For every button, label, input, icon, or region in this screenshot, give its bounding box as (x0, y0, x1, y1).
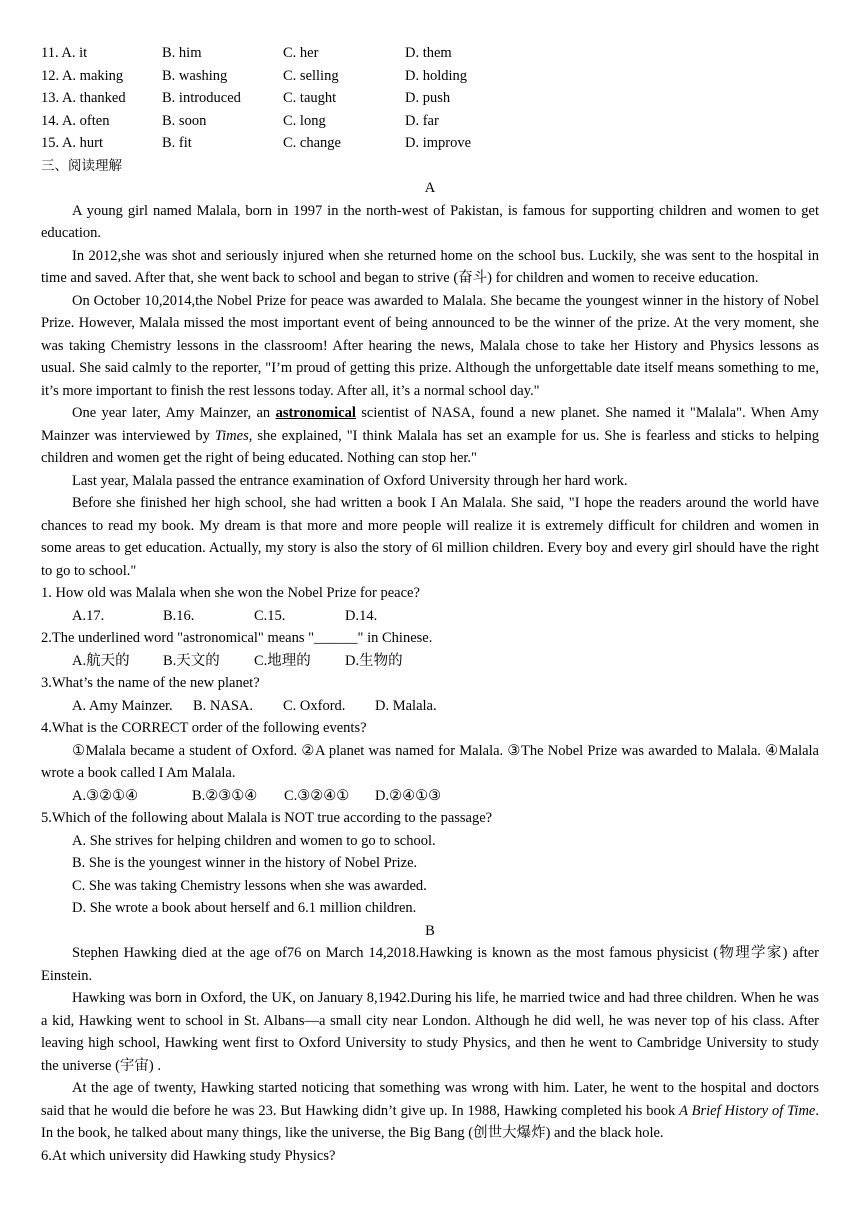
answer-option[interactable]: C. Oxford. (283, 697, 346, 714)
text-run: One year later, Amy Mainzer, an (72, 405, 276, 421)
answer-option[interactable]: D.②④①③ (375, 787, 442, 804)
times-title: Times (214, 427, 249, 444)
option-cell: D. push (405, 90, 451, 106)
passage-a-paragraph-6: Before she finished her high school, she had written a book I An Malala. She said, "I hope the readers around the world have chances to read my book. My dream is that more and more people will realize it is extremely difficult for children and women in some areas to get education. Actually, my story is also the story of 6l million children. Every boy and every girl should have the right to go to school." (41, 495, 819, 579)
option-cell: 11. A. it (41, 45, 88, 61)
option-cell: B. soon (162, 112, 207, 129)
question-1: 1. How old was Malala when she won the Nobel Prize for peace? (41, 585, 420, 601)
option-cell: B. fit (162, 135, 192, 151)
option-cell: C. taught (283, 90, 337, 106)
answer-option[interactable]: B.16. (163, 607, 195, 624)
passage-b-label: B (425, 922, 435, 939)
answer-option[interactable]: A.17. (72, 607, 105, 624)
question-2: 2.The underlined word "astronomical" means "______" in Chinese. (41, 630, 433, 646)
question-2-options (41, 650, 819, 673)
option-cell: C. her (283, 45, 319, 61)
option-row-12 (41, 65, 819, 88)
passage-a-paragraph-3: On October 10,2014,the Nobel Prize for peace was awarded to Malala. She became the youngest winner in the history of Nobel Prize. However, Malala missed the most important event of being announced to be the winner of the prize. At the very moment, she was taking Chemistry lessons in the classroom! After hearing the news, Malala chose to take her History and Physics lessons as usual. She said calmly to the reporter, "I’m proud of getting this prize. Although the unforgettable date itself means something to me, it’s more important to finish the rest lessons today. After all, it’s a normal school day." (41, 292, 819, 399)
option-cell: D. far (405, 112, 439, 129)
answer-option[interactable]: C.③②④① (284, 787, 350, 804)
question-5: 5.Which of the following about Malala is NOT true according to the passage? (41, 810, 493, 826)
answer-option[interactable]: D. Malala. (375, 697, 437, 714)
passage-a-label: A (424, 180, 436, 196)
answer-option[interactable]: B.②③①④ (192, 787, 258, 804)
book-title: A Brief History of Time (679, 1102, 816, 1119)
answer-option[interactable]: C. She was taking Chemistry lessons when she was awarded. (72, 877, 427, 894)
option-row-13 (41, 87, 819, 110)
answer-option[interactable]: A. Amy Mainzer. (72, 697, 173, 714)
passage-a-paragraph-5: Last year, Malala passed the entrance examination of Oxford University through her hard work. (72, 472, 628, 489)
option-cell: 12. A. making (41, 67, 124, 84)
question-4: 4.What is the CORRECT order of the following events? (41, 720, 367, 736)
answer-option[interactable]: C.地理的 (254, 652, 311, 669)
exam-page (41, 42, 819, 1167)
option-row-11 (41, 42, 819, 65)
text-run: scientist of NASA, found a new planet. She named it "Malala". When Amy Mainzer was interviewed by (41, 405, 819, 444)
question-4-events: ①Malala became a student of Oxford. ②A planet was named for Malala. ③The Nobel Prize was awarded to Malala. ④Malala wrote a book called I Am Malala. (41, 742, 819, 781)
answer-option[interactable]: A.航天的 (72, 652, 130, 669)
passage-b-paragraph-1: Stephen Hawking died at the age of76 on March 14,2018.Hawking is known as the most famous physicist (物理学家) after Einstein. (41, 945, 819, 984)
option-cell: C. long (283, 112, 326, 129)
passage-b-paragraph-3 (41, 1077, 819, 1145)
answer-option[interactable]: B.天文的 (163, 652, 220, 669)
option-cell: C. selling (283, 67, 339, 84)
underlined-word: astronomical (275, 405, 356, 421)
option-cell: B. him (162, 45, 202, 61)
passage-b-paragraph-2: Hawking was born in Oxford, the UK, on January 8,1942.During his life, he married twice and had three children. When he was a kid, Hawking went to school in St. Albans—a small city near London. Although he did well, he was never top of his class. After leaving high school, Hawking went first to Oxford University to study Physics, and then he went to Cambridge University to study the universe (宇宙) . (41, 990, 819, 1074)
option-cell: 14. A. often (41, 112, 110, 129)
option-cell: 13. A. thanked (41, 90, 126, 106)
option-table (41, 42, 819, 155)
option-cell: 15. A. hurt (41, 135, 104, 151)
answer-option[interactable]: D.生物的 (345, 652, 403, 669)
option-cell: B. introduced (162, 90, 241, 106)
option-cell: D. them (405, 45, 452, 61)
question-1-options (41, 605, 819, 628)
answer-option[interactable]: B. She is the youngest winner in the history of Nobel Prize. (72, 855, 418, 871)
question-4-options (41, 785, 819, 808)
answer-option[interactable]: A.③②①④ (72, 787, 139, 804)
option-cell: D. holding (405, 67, 468, 84)
answer-option[interactable]: D. She wrote a book about herself and 6.1 million children. (72, 900, 417, 916)
passage-a-paragraph-1: A young girl named Malala, born in 1997 in the north-west of Pakistan, is famous for supporting children and women to get education. (41, 202, 819, 241)
passage-a-paragraph-4 (41, 402, 819, 470)
question-3: 3.What’s the name of the new planet? (41, 675, 260, 691)
passage-a-paragraph-2: In 2012,she was shot and seriously injured when she returned home on the school bus. Luckily, she was sent to the hospital in time and saved. After that, she went back to school and began to strive (奋斗) for children and women to receive education. (41, 247, 819, 286)
option-cell: B. washing (162, 67, 228, 84)
answer-option[interactable]: B. NASA. (193, 697, 254, 714)
question-6: 6.At which university did Hawking study Physics? (41, 1147, 336, 1164)
answer-option[interactable]: A. She strives for helping children and women to go to school. (72, 832, 436, 849)
option-row-15 (41, 132, 819, 155)
question-3-options (41, 695, 819, 718)
option-row-14 (41, 110, 819, 133)
text-run: At the age of twenty, Hawking started noticing that something was wrong with him. Later, he went to the hospital and doctors said that he would die before he was 23. But Hawking didn’t give up. In 1988, Hawking completed his book (41, 1080, 819, 1119)
text-run: . In the book, he talked about many things, like the universe, the Big Bang (创世大爆炸) and the black hole. (41, 1102, 819, 1141)
answer-option[interactable]: C.15. (254, 607, 286, 624)
option-cell: D. improve (405, 135, 472, 151)
text-run: , she explained, "I think Malala has set an example for us. She is fearless and sticks to helping children and women get the right of being educated. Nothing can stop her." (41, 427, 819, 466)
answer-option[interactable]: D.14. (345, 607, 378, 624)
option-cell: C. change (283, 135, 341, 151)
section-title: 三、阅读理解 (41, 157, 122, 174)
